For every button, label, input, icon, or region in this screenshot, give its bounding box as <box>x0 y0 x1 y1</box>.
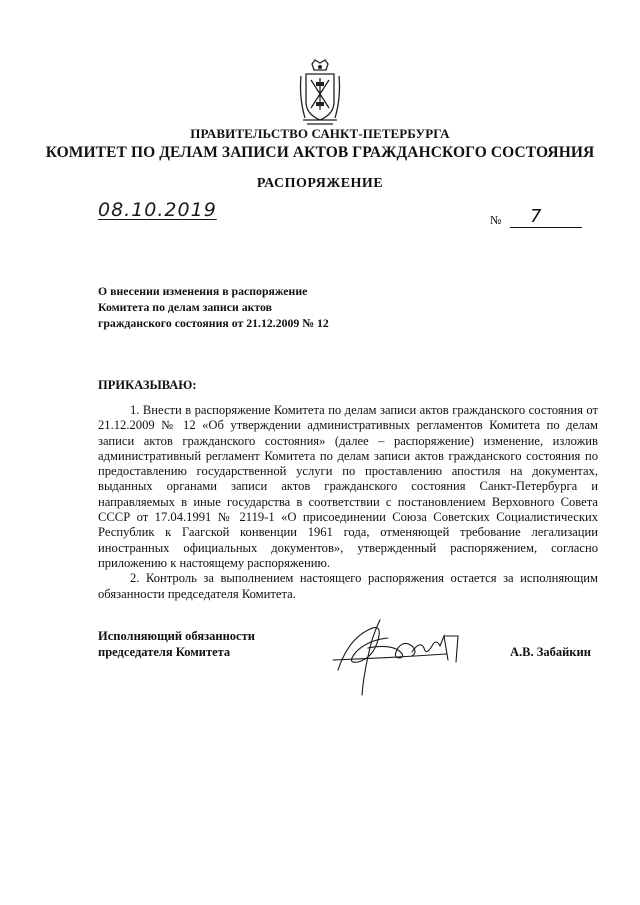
signatory-title <box>98 628 255 660</box>
body-paragraph-1: 1. Внести в распоряжение Комитета по делам записи актов гражданского состояния от 21.12.2009 № 12 «Об утверждении административных регламентов Комитета по делам записи актов гражданского состояния» (далее – распоряжение) изменение, изложив административный регламент Комитета по делам записи актов гражданского состояния по предоставлению государственной услуги по проставлению апостиля на документах, выданных органами записи актов гражданского состояния Санкт-Петербурга и направляемых в иные государства в соответствии с постановлением Верховного Совета СССР от 17.04.1991 № 2119-1 «О присоединении Союза Советских Социалистических Республик к Гаагской конвенции 1961 года, отменяющей требование легализации иностранных официальных документов», утвержденный распоряжением, согласно приложению к настоящему распоряжению. <box>98 403 598 570</box>
subject-line: гражданского состояния от 21.12.2009 № 12 <box>98 316 329 330</box>
subject-line: Комитета по делам записи актов <box>98 300 273 314</box>
document-type: РАСПОРЯЖЕНИЕ <box>256 176 384 191</box>
coat-of-arms-icon <box>297 58 343 128</box>
body-paragraph-2: 2. Контроль за выполнением настоящего распоряжения остается за исполняющим обязанности председателя Комитета. <box>98 571 598 601</box>
organization-committee: КОМИТЕТ ПО ДЕЛАМ ЗАПИСИ АКТОВ ГРАЖДАНСКОГО СОСТОЯНИЯ <box>45 144 595 161</box>
signatory-name: А.В. Забайкин <box>510 645 591 659</box>
document-subject <box>98 283 398 331</box>
signatory-title-line: председателя Комитета <box>98 645 231 659</box>
document-date: 08.10.2019 <box>98 199 217 221</box>
organization-government: ПРАВИТЕЛЬСТВО САНКТ-ПЕТЕРБУРГА <box>190 126 450 141</box>
number-label: № <box>490 213 502 227</box>
document-body <box>98 403 598 602</box>
handwritten-signature <box>328 600 468 700</box>
subject-line: О внесении изменения в распоряжение <box>98 284 308 298</box>
order-heading: ПРИКАЗЫВАЮ: <box>98 378 197 392</box>
signatory-title-line: Исполняющий обязанности <box>98 629 255 643</box>
document-number: 7 <box>530 206 542 227</box>
number-underline <box>510 227 582 228</box>
